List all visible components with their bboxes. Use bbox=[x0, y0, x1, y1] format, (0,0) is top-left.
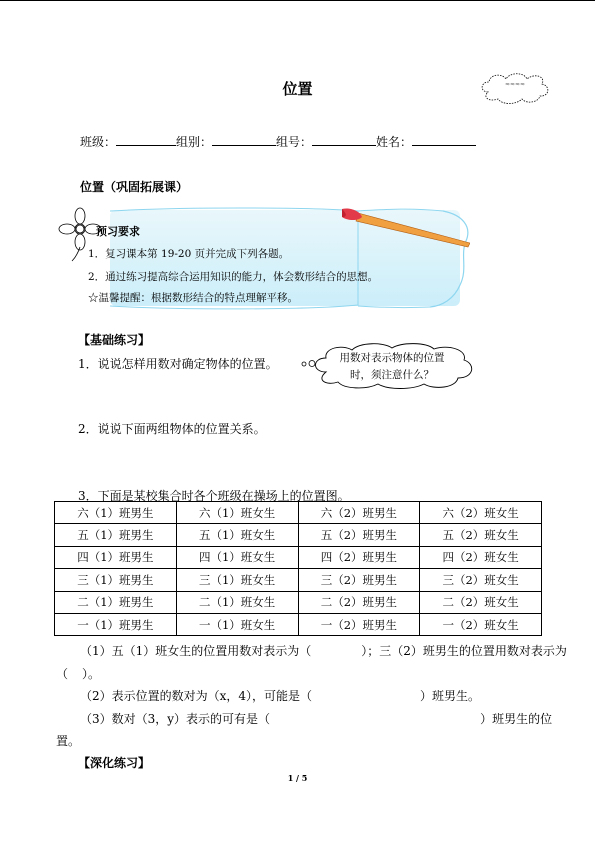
table-cell: 一（1）班男生 bbox=[55, 613, 177, 635]
table-cell: 三（1）班男生 bbox=[55, 569, 177, 591]
table-cell: 五（1）班男生 bbox=[55, 524, 177, 546]
sub-question-text: （2）表示位置的数对为（x，4），可能是（ bbox=[80, 689, 313, 703]
student-info-row bbox=[80, 133, 476, 150]
table-cell: 五（2）班女生 bbox=[420, 524, 542, 546]
question-3: 3．下面是某校集合时各个班级在操场上的位置图。 bbox=[78, 489, 350, 503]
table-cell: 六（1）班女生 bbox=[176, 502, 298, 524]
table-row bbox=[55, 546, 542, 568]
cloud-icon bbox=[478, 70, 552, 106]
sub-question-2 bbox=[80, 687, 480, 704]
table-row bbox=[55, 591, 542, 613]
table-cell: 二（1）班女生 bbox=[176, 591, 298, 613]
top-rule bbox=[0, 0, 595, 1]
sub-question-1-continued bbox=[56, 665, 100, 682]
group-no-field[interactable] bbox=[312, 135, 376, 146]
table-cell: 六（2）班女生 bbox=[420, 502, 542, 524]
position-table bbox=[54, 501, 542, 636]
class-field[interactable] bbox=[116, 135, 176, 146]
thought-bubble-text bbox=[322, 350, 462, 384]
sub-question-1 bbox=[80, 642, 567, 659]
preview-item: 1．复习课本第 19-20 页并完成下列各题。 bbox=[88, 248, 290, 260]
table-cell: 二（1）班男生 bbox=[55, 591, 177, 613]
sub-question-text: （ bbox=[56, 667, 69, 681]
sub-question-text: ）。 bbox=[82, 667, 101, 681]
sub-question-text: ）班男生。 bbox=[420, 689, 481, 703]
table-row bbox=[55, 569, 542, 591]
preview-item: 2．通过练习提高综合运用知识的能力，体会数形结合的思想。 bbox=[88, 271, 379, 283]
preview-heading: 预习要求 bbox=[96, 225, 140, 238]
section-heading-basic: 【基础练习】 bbox=[78, 333, 151, 347]
table-cell: 四（2）班男生 bbox=[298, 546, 420, 568]
thought-line: 时，须注意什么？ bbox=[350, 369, 434, 381]
sub-question-3 bbox=[80, 710, 552, 727]
class-label: 班级： bbox=[80, 135, 117, 149]
table-cell: 三（2）班女生 bbox=[420, 569, 542, 591]
sub-question-text: ）；三（2）班男生的位置用数对表示为 bbox=[361, 644, 567, 658]
question-2: 2．说说下面两组物体的位置关系。 bbox=[78, 422, 266, 436]
table-row bbox=[55, 502, 542, 524]
cloud-decoration bbox=[478, 70, 552, 106]
table-cell: 四（2）班女生 bbox=[420, 546, 542, 568]
table-cell: 五（1）班女生 bbox=[176, 524, 298, 546]
table-cell: 二（2）班女生 bbox=[420, 591, 542, 613]
table-row bbox=[55, 524, 542, 546]
table-cell: 五（2）班男生 bbox=[298, 524, 420, 546]
table-cell: 四（1）班女生 bbox=[176, 546, 298, 568]
table-row bbox=[55, 613, 542, 635]
thought-line: 用数对表示物体的位置 bbox=[339, 352, 445, 364]
group-label: 组别： bbox=[176, 135, 213, 149]
table-cell: 二（2）班男生 bbox=[298, 591, 420, 613]
table-cell: 三（2）班男生 bbox=[298, 569, 420, 591]
page-title: 位置 bbox=[282, 80, 313, 98]
table-cell: 一（2）班男生 bbox=[298, 613, 420, 635]
table-cell: 三（1）班女生 bbox=[176, 569, 298, 591]
table-cell: 一（2）班女生 bbox=[420, 613, 542, 635]
brush-icon bbox=[342, 208, 470, 247]
table-cell: 一（1）班女生 bbox=[176, 613, 298, 635]
group-no-label: 组号： bbox=[276, 135, 313, 149]
group-field[interactable] bbox=[212, 135, 276, 146]
sub-question-3-continued: 置。 bbox=[56, 734, 81, 748]
question-1: 1．说说怎样用数对确定物体的位置。 bbox=[78, 357, 278, 371]
table-cell: 六（1）班男生 bbox=[55, 502, 177, 524]
page-number: 1 / 5 bbox=[287, 773, 308, 783]
sub-question-text: （1）五（1）班女生的位置用数对表示为（ bbox=[80, 644, 312, 658]
section-heading-deep: 【深化练习】 bbox=[78, 756, 151, 770]
name-field[interactable] bbox=[412, 135, 476, 146]
table-cell: 六（2）班男生 bbox=[298, 502, 420, 524]
cloud-label: ≈≈≈≈ bbox=[504, 81, 526, 88]
table-cell: 四（1）班男生 bbox=[55, 546, 177, 568]
preview-tip: ☆温馨提醒：根据数形结合的特点理解平移。 bbox=[88, 292, 298, 304]
name-label: 姓名： bbox=[376, 135, 413, 149]
sub-question-text: ）班男生的位 bbox=[480, 712, 553, 726]
lesson-title: 位置（巩固拓展课） bbox=[80, 180, 189, 194]
sub-question-text: （3）数对（3，y）表示的可有是（ bbox=[80, 712, 271, 726]
